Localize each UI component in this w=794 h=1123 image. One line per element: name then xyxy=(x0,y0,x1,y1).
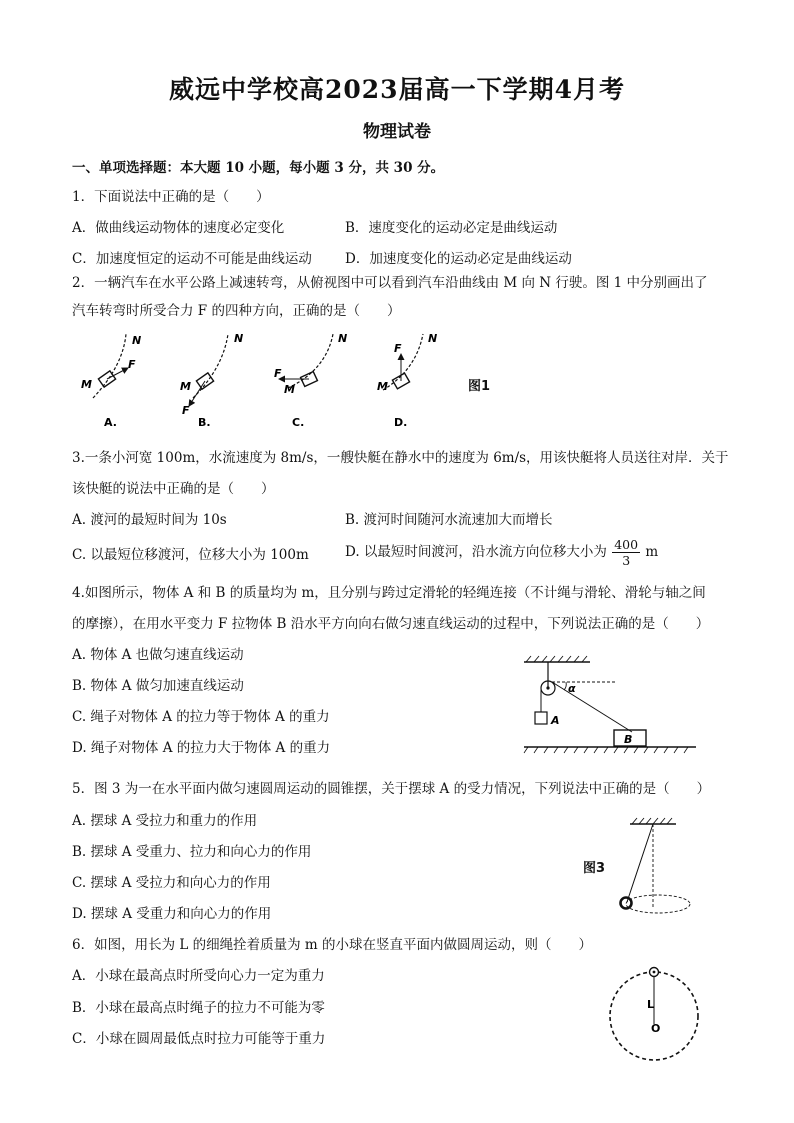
q3-option-c: C. 以最短位移渡河，位移大小为 100m xyxy=(72,547,309,563)
q3-option-d-unit: m xyxy=(645,544,659,560)
q2-panel-b xyxy=(180,332,243,429)
q5-stem: 5．图 3 为一在水平面内做匀速圆周运动的圆锥摆，关于摆球 A 的受力情况，下列说法中正确的是（ ） xyxy=(72,781,711,797)
q4-option-c: C. 绳子对物体 A 的拉力等于物体 A 的重力 xyxy=(72,709,330,725)
q4-figure xyxy=(520,654,700,758)
q4-option-d: D. 绳子对物体 A 的拉力大于物体 A 的重力 xyxy=(72,740,331,756)
q3-stem-line2: 该快艇的说法中正确的是（ ） xyxy=(72,481,275,497)
q3-option-b: B. 渡河时间随河水流速加大而增长 xyxy=(345,512,553,528)
q6-figure xyxy=(602,960,706,1064)
q2-c-caption: C. xyxy=(292,416,305,429)
q2-d-label-m: M xyxy=(377,380,388,393)
q3-fraction-denominator: 3 xyxy=(622,553,631,568)
q5-figure-svg xyxy=(612,814,702,918)
q2-c-label-f: F xyxy=(274,367,282,380)
q2-d-label-f: F xyxy=(394,342,402,355)
q2-panel-c xyxy=(274,332,347,429)
q3-option-a: A. 渡河的最短时间为 10s xyxy=(72,512,227,528)
q2-b-label-m: M xyxy=(180,380,191,393)
q2-b-caption: B. xyxy=(198,416,211,429)
q5-figure xyxy=(612,814,702,918)
q4-stem-line1: 4.如图所示，物体 A 和 B 的质量均为 m，且分别与跨过定滑轮的轻绳连接（不计绳与滑轮、滑轮与轴之间 xyxy=(72,585,706,601)
q5-option-d: D. 摆球 A 受重力和向心力的作用 xyxy=(72,906,272,922)
q2-a-label-f: F xyxy=(128,358,136,371)
q2-a-label-m: M xyxy=(81,378,92,391)
q2-panel-a xyxy=(81,334,141,429)
q2-a-caption: A. xyxy=(104,416,117,429)
q4-option-a: A. 物体 A 也做匀速直线运动 xyxy=(72,647,244,663)
q6-option-c: C．小球在圆周最低点时拉力可能等于重力 xyxy=(72,1031,326,1047)
q2-d-label-n: N xyxy=(428,332,438,345)
q5-option-b: B. 摆球 A 受重力、拉力和向心力的作用 xyxy=(72,844,312,860)
q3-fraction-numerator: 400 xyxy=(614,537,639,552)
q3-option-d-text: D. 以最短时间渡河，沿水流方向位移大小为 xyxy=(345,544,607,560)
q6-stem: 6．如图，用长为 L 的细绳拴着质量为 m 的小球在竖直平面内做圆周运动，则（ ） xyxy=(72,937,593,953)
q4-stem-line2: 的摩擦），在用水平变力 F 拉物体 B 沿水平方向向右做匀速直线运动的过程中，下列说法正确的是（ ） xyxy=(72,616,710,632)
q5-option-a: A. 摆球 A 受拉力和重力的作用 xyxy=(72,813,258,829)
q6-option-b: B．小球在最高点时绳子的拉力不可能为零 xyxy=(72,1000,325,1016)
q2-stem-line1: 2．一辆汽车在水平公路上减速转弯，从俯视图中可以看到汽车沿曲线由 M 向 N 行驶。图 1 中分别画出了 xyxy=(72,275,708,291)
q4-label-a: A xyxy=(551,714,560,727)
q3-option-d xyxy=(345,537,658,568)
q2-figure-caption: 图1 xyxy=(468,379,491,394)
q2-b-label-f: F xyxy=(182,404,190,417)
q4-label-b: B xyxy=(624,733,633,746)
q4-figure-svg xyxy=(520,654,700,758)
q1-option-a: A．做曲线运动物体的速度必定变化 xyxy=(72,220,285,236)
q3-option-d-fraction xyxy=(612,537,640,568)
q3-stem-line1: 3.一条小河宽 100m，水流速度为 8m/s，一艘快艇在静水中的速度为 6m/s，用该快艇将人员送往对岸．关于 xyxy=(72,450,729,466)
q6-figure-svg xyxy=(602,960,706,1064)
q2-stem-line2: 汽车转弯时所受合力 F 的四种方向，正确的是（ ） xyxy=(72,303,401,319)
q2-c-label-m: M xyxy=(284,383,295,396)
q6-option-a: A．小球在最高点时所受向心力一定为重力 xyxy=(72,968,325,984)
q4-label-alpha: α xyxy=(568,682,576,695)
q1-stem: 1．下面说法中正确的是（ ） xyxy=(72,189,270,205)
q5-option-c: C. 摆球 A 受拉力和向心力的作用 xyxy=(72,875,271,891)
page-subtitle: 物理试卷 xyxy=(363,122,431,142)
q1-option-c: C．加速度恒定的运动不可能是曲线运动 xyxy=(72,251,312,267)
q6-label-o: O xyxy=(651,1022,661,1035)
q2-panel-d xyxy=(377,332,437,429)
q2-figure xyxy=(78,328,458,432)
q2-b-label-n: N xyxy=(234,332,244,345)
q2-d-caption: D. xyxy=(394,416,408,429)
q6-label-l: L xyxy=(647,998,655,1011)
q5-figure-caption: 图3 xyxy=(583,861,606,876)
q2-figure-svg xyxy=(78,328,458,432)
q4-option-b: B. 物体 A 做匀加速直线运动 xyxy=(72,678,244,694)
q2-a-label-n: N xyxy=(132,334,142,347)
q1-option-d: D．加速度变化的运动必定是曲线运动 xyxy=(345,251,572,267)
section-heading: 一、单项选择题：本大题 10 小题，每小题 3 分，共 30 分。 xyxy=(72,160,445,176)
q1-option-b: B．速度变化的运动必定是曲线运动 xyxy=(345,220,558,236)
page-title: 威远中学校高2023届高一下学期4月考 xyxy=(169,75,625,104)
q2-c-label-n: N xyxy=(338,332,348,345)
